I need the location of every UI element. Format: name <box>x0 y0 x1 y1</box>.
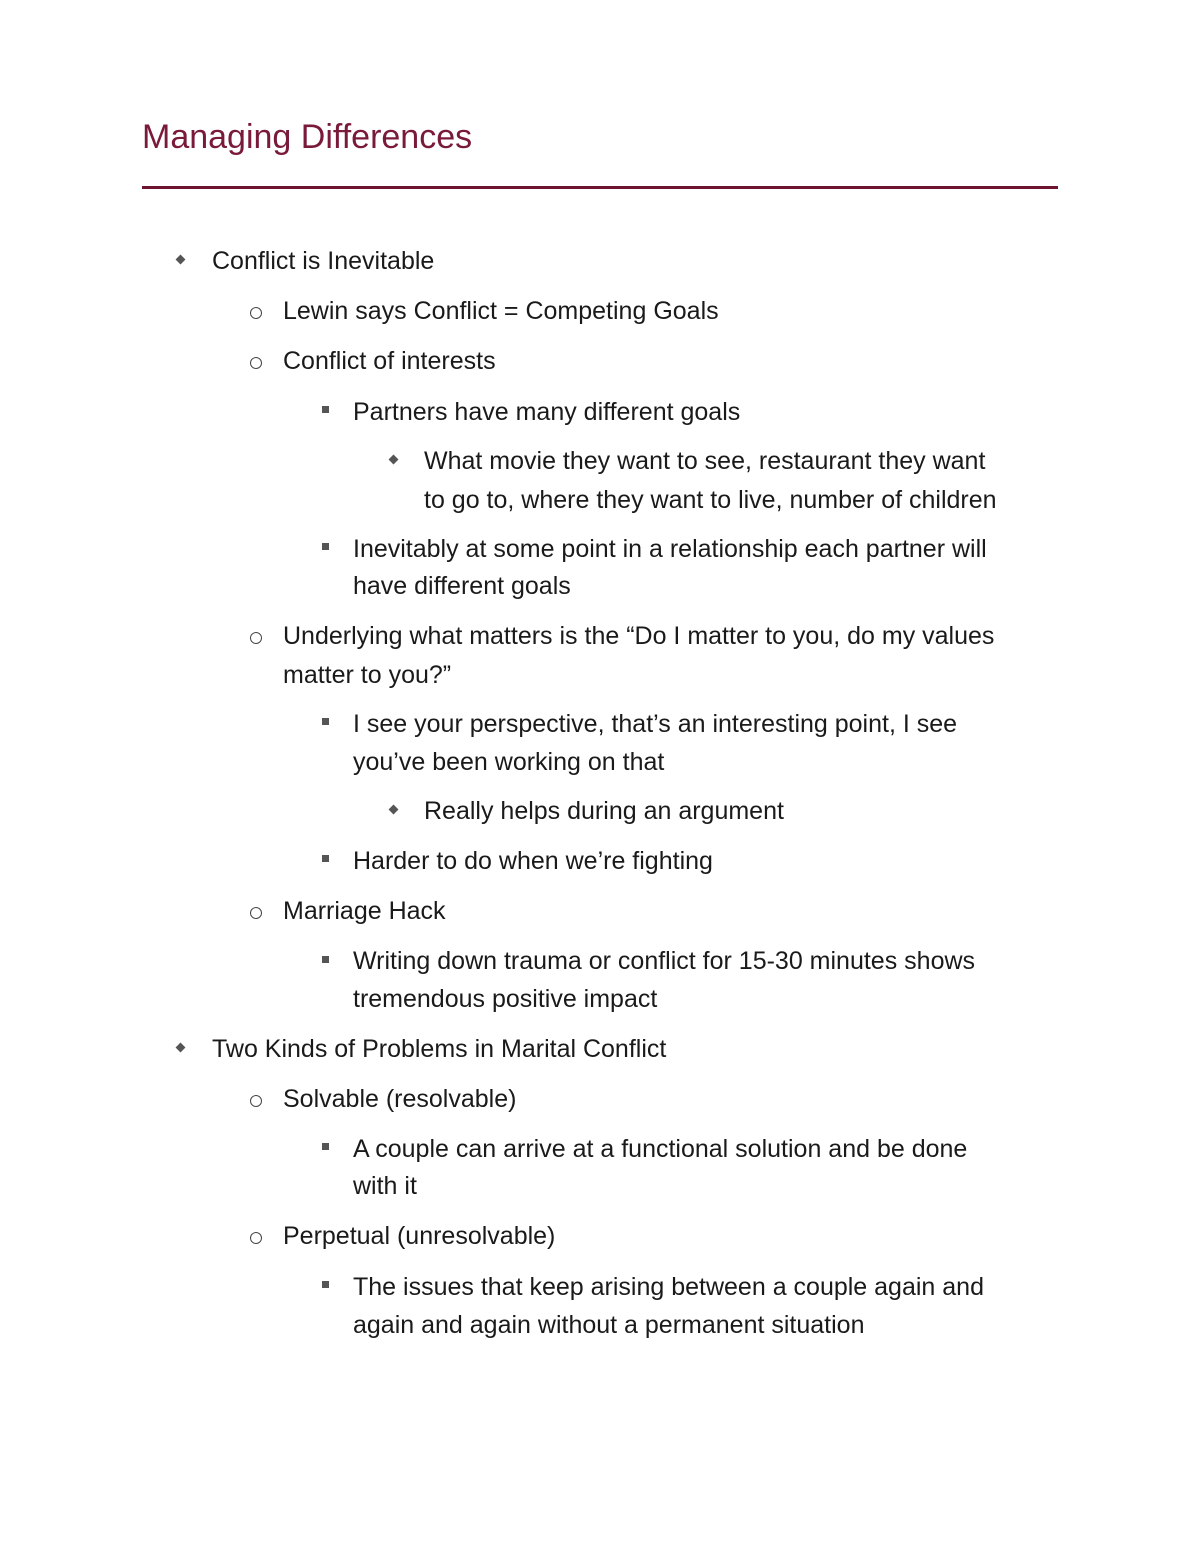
list-item: Conflict of interests <box>283 347 496 375</box>
square-bullet-icon <box>322 1143 329 1150</box>
diamond-bullet-icon <box>177 1044 187 1054</box>
list-item: Perpetual (unresolvable) <box>283 1222 556 1250</box>
circle-bullet-icon <box>250 907 262 919</box>
square-bullet-icon <box>322 855 329 862</box>
list-item: Marriage Hack <box>283 897 446 925</box>
list-item-line: with it <box>353 1172 417 1200</box>
circle-bullet-icon <box>250 1095 262 1107</box>
title-underline <box>142 186 1058 189</box>
list-item-line: tremendous positive impact <box>353 985 658 1013</box>
list-item: Two Kinds of Problems in Marital Conflict <box>212 1035 667 1063</box>
list-item-line: again and again without a permanent situation <box>353 1311 865 1339</box>
diamond-bullet-icon <box>390 456 400 466</box>
circle-bullet-icon <box>250 357 262 369</box>
square-bullet-icon <box>322 956 329 963</box>
list-item-line: I see your perspective, that’s an interesting point, I see <box>353 710 958 738</box>
circle-bullet-icon <box>250 307 262 319</box>
list-item-line: to go to, where they want to live, number of children <box>424 486 997 514</box>
square-bullet-icon <box>322 543 329 550</box>
list-item-line: What movie they want to see, restaurant they want <box>424 447 986 475</box>
list-item-line: matter to you?” <box>283 661 452 689</box>
diamond-bullet-icon <box>177 256 187 266</box>
circle-bullet-icon <box>250 1232 262 1244</box>
circle-bullet-icon <box>250 632 262 644</box>
diamond-bullet-icon <box>390 806 400 816</box>
square-bullet-icon <box>322 1281 329 1288</box>
list-item-line: have different goals <box>353 572 571 600</box>
list-item: Harder to do when we’re fighting <box>353 847 713 875</box>
list-item-line: you’ve been working on that <box>353 748 665 776</box>
list-item: Really helps during an argument <box>424 797 784 825</box>
list-item-line: The issues that keep arising between a couple again and <box>353 1273 984 1301</box>
square-bullet-icon <box>322 718 329 725</box>
list-item: Solvable (resolvable) <box>283 1085 517 1113</box>
list-item: Conflict is Inevitable <box>212 247 435 275</box>
list-item-line: A couple can arrive at a functional solution and be done <box>353 1135 968 1163</box>
square-bullet-icon <box>322 406 329 413</box>
list-item-line: Underlying what matters is the “Do I matter to you, do my values <box>283 622 995 650</box>
list-item-line: Writing down trauma or conflict for 15-30 minutes shows <box>353 947 976 975</box>
list-item-line: Inevitably at some point in a relationship each partner will <box>353 535 987 563</box>
list-item: Lewin says Conflict = Competing Goals <box>283 297 719 325</box>
list-item: Partners have many different goals <box>353 398 741 426</box>
page-title: Managing Differences <box>142 118 473 156</box>
